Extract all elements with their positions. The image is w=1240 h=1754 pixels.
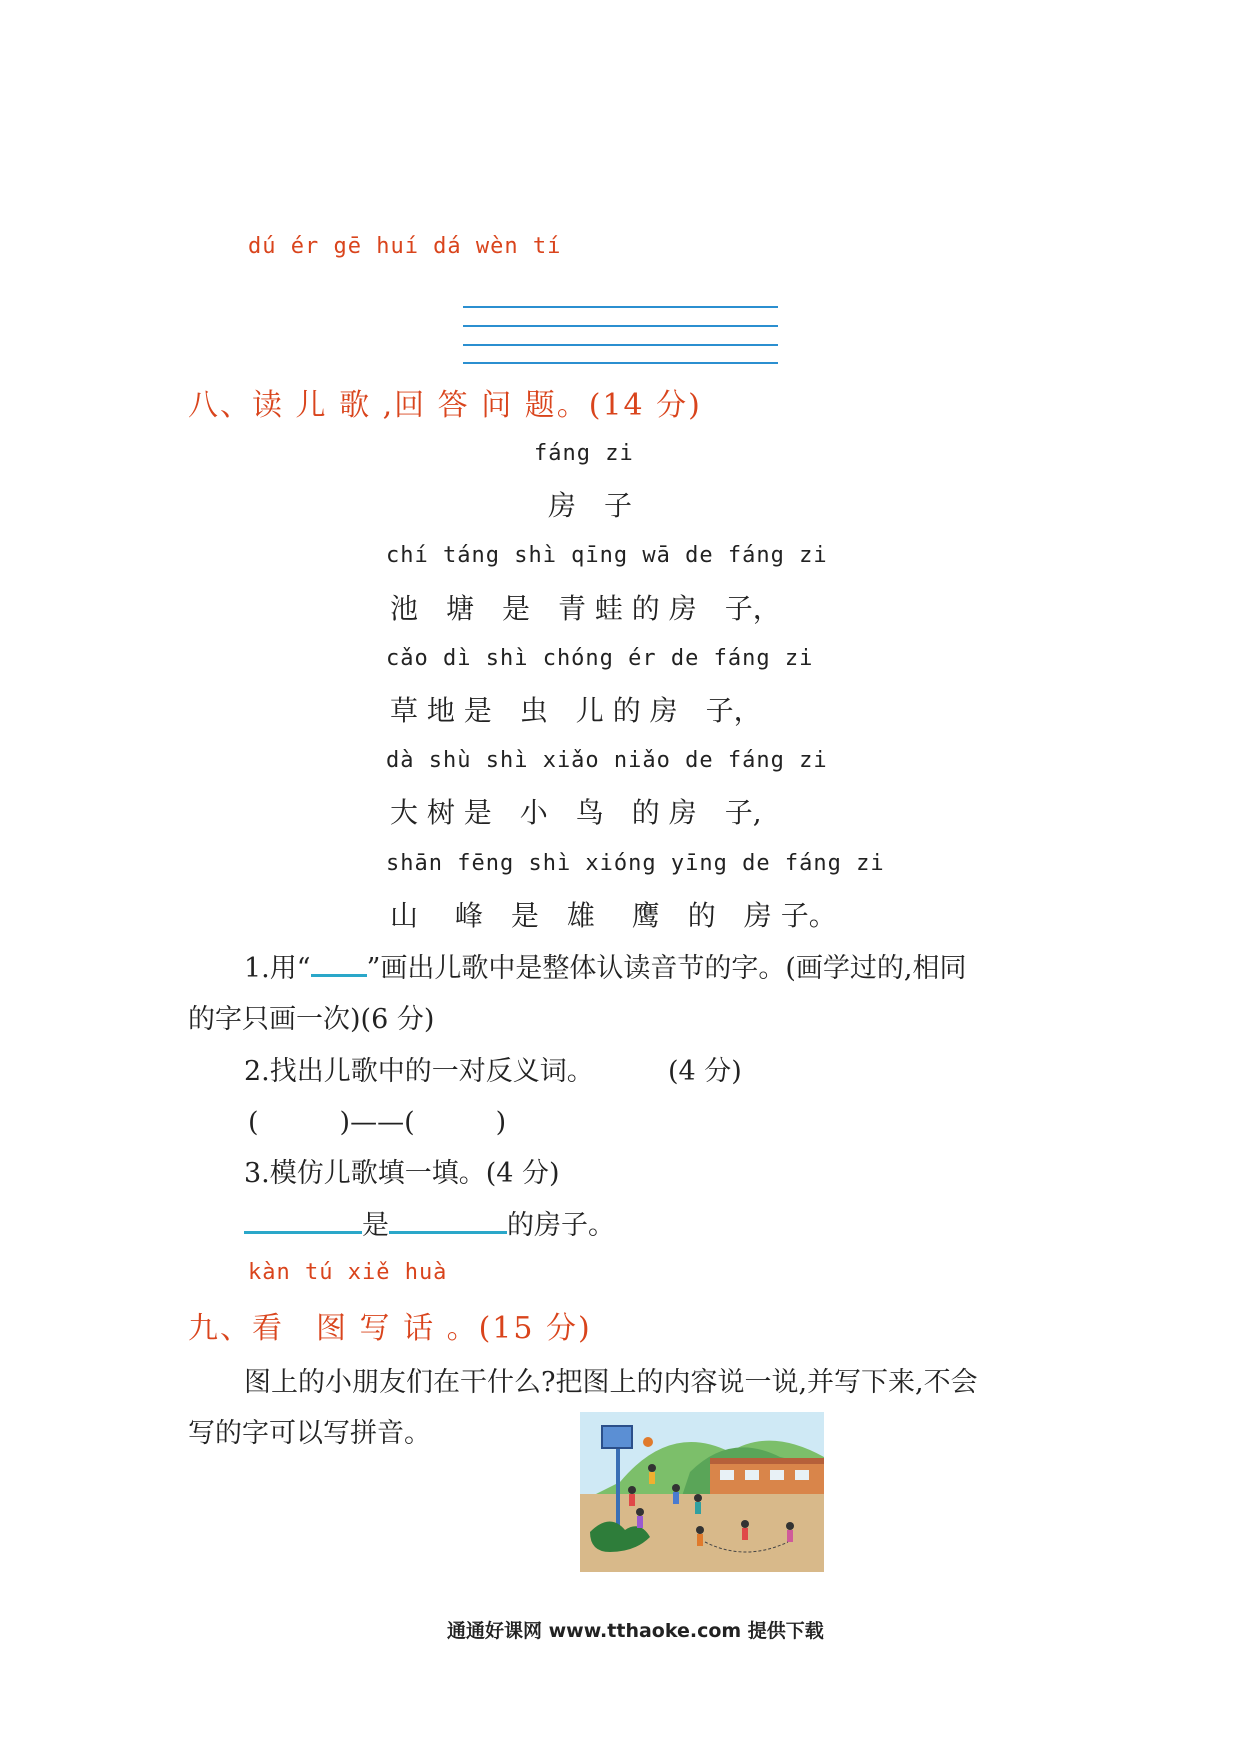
poem-line-3: 大 树 是 小 鸟 的 房 子, <box>390 796 762 829</box>
question-2-score: (4 分) <box>668 1056 742 1087</box>
question-1-cont: 的字只画一次)(6 分) <box>188 1004 435 1035</box>
poem-title: 房 子 <box>548 489 633 522</box>
section9-pinyin: kàn tú xiě huà <box>248 1260 448 1285</box>
section9-prompt-line2: 写的字可以写拼音。 <box>188 1418 431 1449</box>
fill-blank-2[interactable] <box>389 1231 507 1234</box>
poem-line-2-pinyin: cǎo dì shì chóng ér de fáng zi <box>386 646 814 671</box>
playground-scene-icon <box>580 1412 824 1572</box>
section8-heading: 八、读 儿 歌 ,回 答 问 题。(14 分) <box>188 388 702 423</box>
question-3-fill: 是 的房子。 <box>244 1203 615 1242</box>
poem-line-3-pinyin: dà shù shì xiǎo niǎo de fáng zi <box>386 748 828 773</box>
poem-title-pinyin: fáng zi <box>534 441 634 466</box>
fill-blank-1[interactable] <box>244 1231 362 1234</box>
question-3: 3.模仿儿歌填一填。(4 分) <box>244 1158 560 1189</box>
poem-line-2: 草 地 是 虫 儿 的 房 子， <box>390 694 762 727</box>
poem-line-4-pinyin: shān fēng shì xióng yīng de fáng zi <box>386 851 885 876</box>
section7-pinyin: dú ér gē huí dá wèn tí <box>248 234 562 259</box>
poem-line-1: 池 塘 是 青 蛙 的 房 子， <box>390 592 781 625</box>
underline-sample <box>311 974 367 977</box>
playground-illustration <box>580 1412 824 1572</box>
section9-prompt-line1: 图上的小朋友们在干什么?把图上的内容说一说,并写下来,不会 <box>244 1367 978 1398</box>
antonym-answer-blanks[interactable]: ( )——( ) <box>248 1107 507 1138</box>
poem-line-4: 山 峰 是 雄 鹰 的 房 子。 <box>390 899 837 932</box>
footer-credit: 通通好课网 www.tthaoke.com 提供下载 <box>447 1620 824 1642</box>
section9-heading: 九、看 图 写 话 。(15 分) <box>188 1311 592 1346</box>
poem-line-1-pinyin: chí táng shì qīng wā de fáng zi <box>386 543 828 568</box>
question-2: 2.找出儿歌中的一对反义词。 <box>244 1056 594 1087</box>
question-1: 1.用“ ”画出儿歌中是整体认读音节的字。(画学过的,相同 <box>244 953 967 984</box>
